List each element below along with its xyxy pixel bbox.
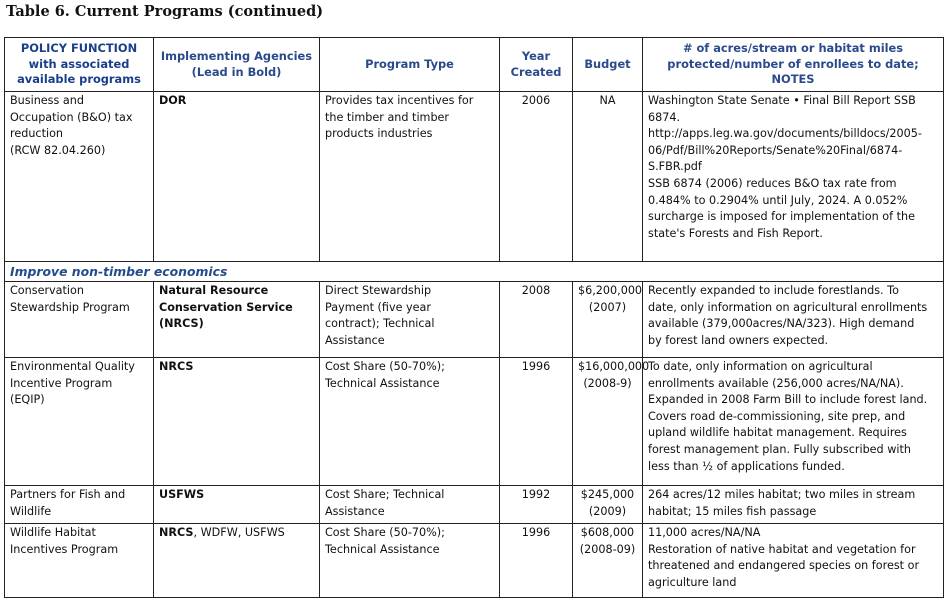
cell-agencies xyxy=(154,92,320,262)
section-row xyxy=(5,262,944,282)
cell-text: Assistance xyxy=(325,504,385,518)
cell-text: $6,200,000 xyxy=(578,284,643,297)
cell-text: Technical Assistance xyxy=(325,542,440,556)
cell-policy xyxy=(5,92,154,262)
lead-agency: NRCS xyxy=(159,360,194,373)
cell-policy xyxy=(5,524,154,598)
cell-agencies xyxy=(154,486,320,524)
lead-agency: Conservation Service xyxy=(159,300,293,314)
cell-agencies xyxy=(154,282,320,358)
cell-year: 2006 xyxy=(500,92,573,262)
cell-year: 2008 xyxy=(500,282,573,358)
lead-agency: USFWS xyxy=(159,488,205,501)
cell-text: Recently expanded to include forestlands. To xyxy=(648,284,899,297)
cell-budget xyxy=(573,282,643,358)
cell-text: Technical Assistance xyxy=(325,376,440,390)
header-notes: # of acres/stream or habitat miles protected/number of enrollees to date; NOTES xyxy=(643,38,944,92)
cell-text: forest management plan. Fully subscribed with xyxy=(648,442,911,456)
cell-budget xyxy=(573,358,650,486)
cell-agencies xyxy=(154,524,320,598)
cell-year: 1996 xyxy=(500,524,573,598)
cell-text: 6874. xyxy=(648,110,681,124)
cell-text: agriculture land xyxy=(648,575,737,589)
table-caption: Table 6. Current Programs (continued) xyxy=(6,3,324,20)
cell-text: habitat; 15 miles fish passage xyxy=(648,504,817,518)
cell-text: Payment (five year xyxy=(325,300,431,314)
cell-text: $245,000 xyxy=(580,488,635,501)
lead-agency: DOR xyxy=(159,94,187,107)
cell-text: (2008-9) xyxy=(583,376,632,390)
cell-text: state's Forests and Fish Report. xyxy=(648,226,823,240)
cell-text: (2008-09) xyxy=(579,542,636,556)
table-row xyxy=(5,358,944,486)
cell-text: the timber and timber xyxy=(325,110,450,124)
programs-table xyxy=(4,37,944,598)
url-link[interactable]: S.FBR.pdf xyxy=(648,160,702,174)
cell-notes xyxy=(643,282,944,358)
cell-text: Cost Share; Technical xyxy=(325,488,445,501)
cell-notes xyxy=(643,92,944,262)
cell-budget xyxy=(573,524,643,598)
cell-text: Cost Share (50-70%); xyxy=(325,360,445,373)
header-implementing-agencies: Implementing Agencies (Lead in Bold) xyxy=(154,38,320,92)
cell-text: Wildlife xyxy=(10,504,52,518)
cell-text: $608,000 xyxy=(580,526,635,539)
cell-text: Direct Stewardship xyxy=(325,284,432,297)
header-year-created: Year Created xyxy=(500,38,573,92)
cell-text: Washington State Senate • Final Bill Report SSB xyxy=(648,94,916,107)
cell-notes xyxy=(643,486,944,524)
header-row xyxy=(5,38,944,92)
cell-text: (2009) xyxy=(588,504,627,518)
cell-text: Occupation (B&O) tax xyxy=(10,110,133,124)
cell-text: Restoration of native habitat and vegetation for xyxy=(648,542,916,556)
lead-agency: (NRCS) xyxy=(159,317,204,331)
cell-text: surcharge is imposed for implementation of the xyxy=(648,210,915,224)
cell-text: Conservation xyxy=(10,284,84,297)
cell-text: 264 acres/12 miles habitat; two miles in stream xyxy=(648,488,916,501)
cell-text: (EQIP) xyxy=(10,393,45,407)
cell-year: 1992 xyxy=(500,486,573,524)
cell-text: Incentives Program xyxy=(10,542,119,556)
cell-text: Cost Share (50-70%); xyxy=(325,526,445,539)
table-row xyxy=(5,282,944,358)
cell-budget xyxy=(573,92,643,262)
url-link[interactable]: 06/Pdf/Bill%20Reports/Senate%20Final/6874- xyxy=(648,143,903,157)
cell-text: Provides tax incentives for xyxy=(325,94,474,107)
cell-text: date, only information on agricultural enrollments xyxy=(648,300,928,314)
table-row xyxy=(5,92,944,262)
cell-text: 11,000 acres/NA/NA xyxy=(648,526,761,539)
lead-agency: Natural Resource xyxy=(159,284,269,297)
cell-policy xyxy=(5,358,154,486)
cell-text: NA xyxy=(599,94,616,107)
cell-text: enrollments available (256,000 acres/NA/NA). xyxy=(648,376,904,390)
table-row xyxy=(5,486,944,524)
cell-text: Business and xyxy=(10,94,84,107)
cell-text: $16,000,000 xyxy=(578,360,650,373)
header-policy-function: POLICY FUNCTION with associated available programs xyxy=(5,38,154,92)
cell-text: Partners for Fish and xyxy=(10,488,126,501)
cell-text: Assistance xyxy=(325,333,385,347)
cell-type xyxy=(320,282,500,358)
cell-notes xyxy=(643,358,944,486)
cell-text: reduction xyxy=(10,127,64,141)
cell-type xyxy=(320,486,500,524)
cell-text: To date, only information on agricultural xyxy=(648,360,873,373)
other-agencies: , WDFW, USFWS xyxy=(193,526,285,539)
table-row xyxy=(5,524,944,598)
cell-text: (RCW 82.04.260) xyxy=(10,143,106,157)
section-heading: Improve non-timber economics xyxy=(5,262,944,282)
cell-text: Expanded in 2008 Farm Bill to include forest land. xyxy=(648,393,928,407)
cell-text: Environmental Quality xyxy=(10,360,135,373)
cell-text: SSB 6874 (2006) reduces B&O tax rate from xyxy=(648,176,897,190)
cell-policy xyxy=(5,486,154,524)
cell-type xyxy=(320,92,500,262)
cell-text: Covers road de-commissioning, site prep, and xyxy=(648,409,906,423)
cell-notes xyxy=(643,524,944,598)
cell-text: (2007) xyxy=(588,300,627,314)
cell-text: Stewardship Program xyxy=(10,300,130,314)
cell-text: Wildlife Habitat xyxy=(10,526,96,539)
cell-year: 1996 xyxy=(500,358,573,486)
cell-text: less than ½ of applications funded. xyxy=(648,459,845,473)
cell-text: Incentive Program xyxy=(10,376,113,390)
cell-text: upland wildlife habitat management. Requires xyxy=(648,426,907,440)
cell-text: contract); Technical xyxy=(325,317,435,331)
cell-text: by forest land owners expected. xyxy=(648,333,829,347)
cell-agencies xyxy=(154,358,320,486)
cell-text: 0.484% to 0.2904% until July, 2024. A 0.052% xyxy=(648,193,908,207)
cell-type xyxy=(320,524,500,598)
header-program-type: Program Type xyxy=(320,38,500,92)
url-link[interactable]: http://apps.leg.wa.gov/documents/billdocs/2005- xyxy=(648,127,922,141)
cell-policy xyxy=(5,282,154,358)
header-budget: Budget xyxy=(573,38,643,92)
cell-type xyxy=(320,358,500,486)
cell-text: available (379,000acres/NA/323). High demand xyxy=(648,317,915,331)
cell-text: products industries xyxy=(325,127,433,141)
cell-text: threatened and endangered species on forest or xyxy=(648,559,920,573)
lead-agency: NRCS xyxy=(159,526,194,539)
cell-budget xyxy=(573,486,643,524)
